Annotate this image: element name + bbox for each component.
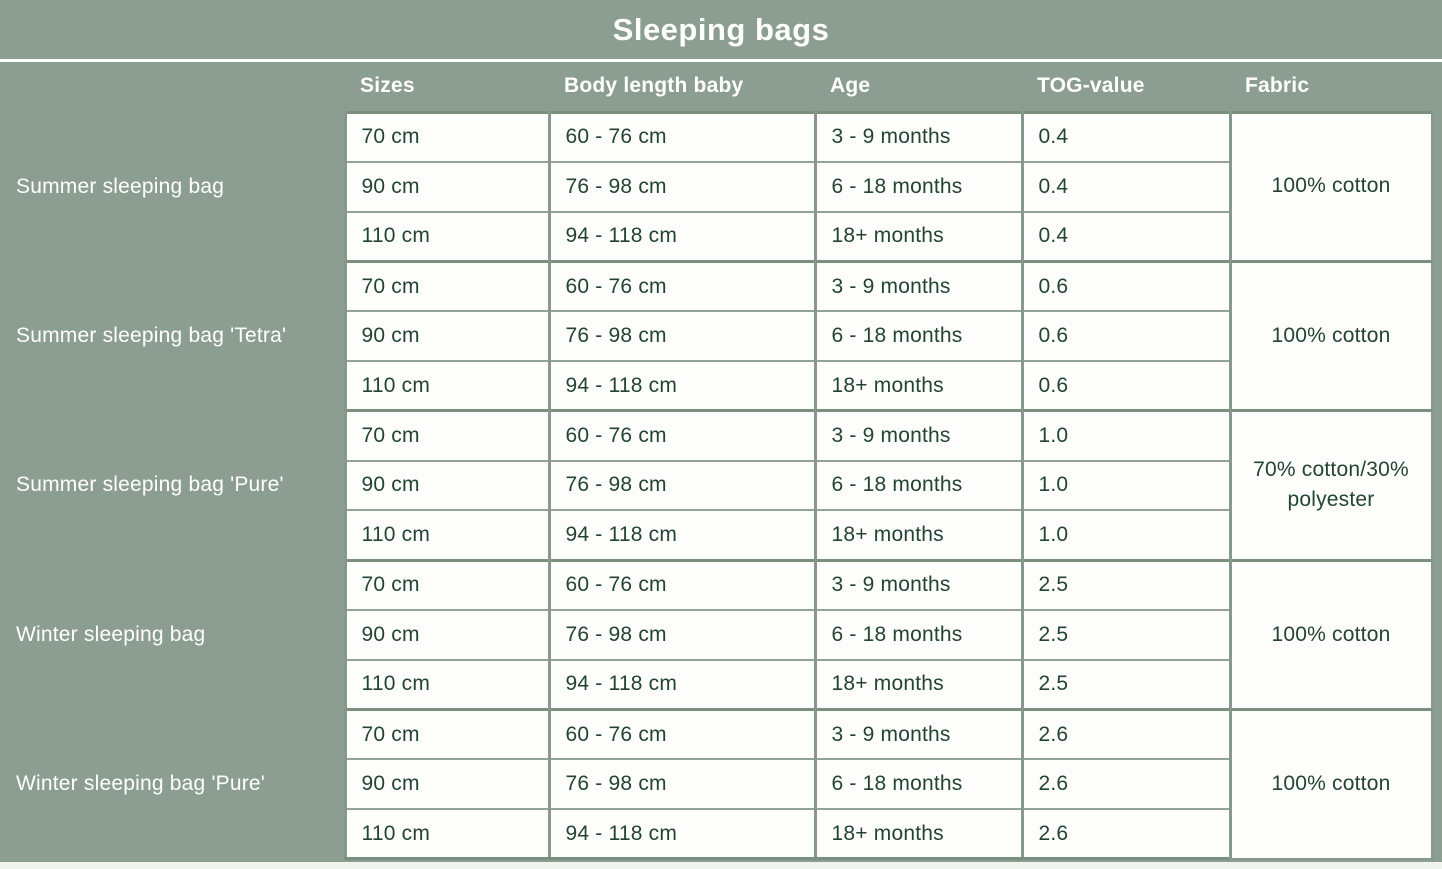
product-label: Summer sleeping bag [16,174,225,198]
body-length-cell: 94 - 118 cm [549,660,815,710]
column-header-tog-value: TOG-value [1037,74,1145,98]
body-length-cell: 76 - 98 cm [549,759,815,809]
tog-cell: 2.6 [1022,809,1230,859]
body-length-cell: 60 - 76 cm [549,560,815,610]
age-cell: 3 - 9 months [815,560,1022,610]
tog-cell: 0.4 [1022,162,1230,212]
column-header-fabric: Fabric [1245,74,1310,98]
age-cell: 6 - 18 months [815,311,1022,361]
size-cell: 70 cm [345,261,549,311]
size-cell: 70 cm [345,710,549,760]
body-length-cell: 60 - 76 cm [549,710,815,760]
size-cell: 110 cm [345,809,549,859]
tog-cell: 0.6 [1022,311,1230,361]
size-cell: 70 cm [345,560,549,610]
tog-cell: 0.4 [1022,212,1230,262]
body-length-cell: 94 - 118 cm [549,809,815,859]
tog-cell: 2.6 [1022,710,1230,760]
tog-cell: 1.0 [1022,510,1230,560]
title-bar [0,0,1442,59]
tog-cell: 0.4 [1022,112,1230,162]
tog-cell: 2.5 [1022,660,1230,710]
body-length-cell: 94 - 118 cm [549,361,815,411]
age-cell: 18+ months [815,361,1022,411]
age-cell: 6 - 18 months [815,610,1022,660]
age-cell: 18+ months [815,510,1022,560]
body-length-cell: 60 - 76 cm [549,112,815,162]
body-length-cell: 76 - 98 cm [549,162,815,212]
body-length-cell: 60 - 76 cm [549,411,815,461]
age-cell: 3 - 9 months [815,411,1022,461]
size-table-body [0,112,1432,859]
table-row [0,411,1432,461]
age-cell: 18+ months [815,212,1022,262]
size-cell: 70 cm [345,112,549,162]
age-cell: 3 - 9 months [815,112,1022,162]
product-label: Summer sleeping bag 'Tetra' [16,324,287,348]
table-row [0,560,1432,610]
size-cell: 90 cm [345,461,549,511]
table-row [0,112,1432,162]
tog-cell: 1.0 [1022,411,1230,461]
column-header-product [0,62,345,112]
size-cell: 110 cm [345,660,549,710]
fabric-cell: 100% cotton [1230,112,1432,261]
body-length-cell: 76 - 98 cm [549,461,815,511]
tog-cell: 0.6 [1022,261,1230,311]
tog-cell: 2.6 [1022,759,1230,809]
age-cell: 6 - 18 months [815,461,1022,511]
age-cell: 6 - 18 months [815,759,1022,809]
age-cell: 3 - 9 months [815,710,1022,760]
header-row [0,62,1432,112]
size-cell: 90 cm [345,759,549,809]
age-cell: 18+ months [815,809,1022,859]
size-table [0,62,1434,860]
age-cell: 3 - 9 months [815,261,1022,311]
fabric-cell: 70% cotton/30% polyester [1230,411,1432,560]
column-header-body-length: Body length baby [564,74,744,98]
column-header-age: Age [830,74,871,98]
product-label: Winter sleeping bag [16,622,206,646]
age-cell: 6 - 18 months [815,162,1022,212]
size-cell: 90 cm [345,610,549,660]
body-length-cell: 94 - 118 cm [549,510,815,560]
product-label: Winter sleeping bag 'Pure' [16,772,266,796]
tog-cell: 1.0 [1022,461,1230,511]
page-title: Sleeping bags [612,11,830,47]
table-row [0,261,1432,311]
product-label: Summer sleeping bag 'Pure' [16,473,284,497]
table-row [0,710,1432,760]
fabric-cell: 100% cotton [1230,560,1432,709]
fabric-cell: 100% cotton [1230,710,1432,859]
size-cell: 110 cm [345,212,549,262]
size-cell: 110 cm [345,510,549,560]
fabric-cell: 100% cotton [1230,261,1432,410]
age-cell: 18+ months [815,660,1022,710]
column-header-sizes: Sizes [360,74,415,98]
tog-cell: 2.5 [1022,610,1230,660]
body-length-cell: 94 - 118 cm [549,212,815,262]
size-cell: 70 cm [345,411,549,461]
tog-cell: 0.6 [1022,361,1230,411]
size-table-header [0,62,1432,112]
size-cell: 90 cm [345,311,549,361]
size-cell: 110 cm [345,361,549,411]
body-length-cell: 76 - 98 cm [549,610,815,660]
body-length-cell: 60 - 76 cm [549,261,815,311]
tog-cell: 2.5 [1022,560,1230,610]
body-length-cell: 76 - 98 cm [549,311,815,361]
size-cell: 90 cm [345,162,549,212]
